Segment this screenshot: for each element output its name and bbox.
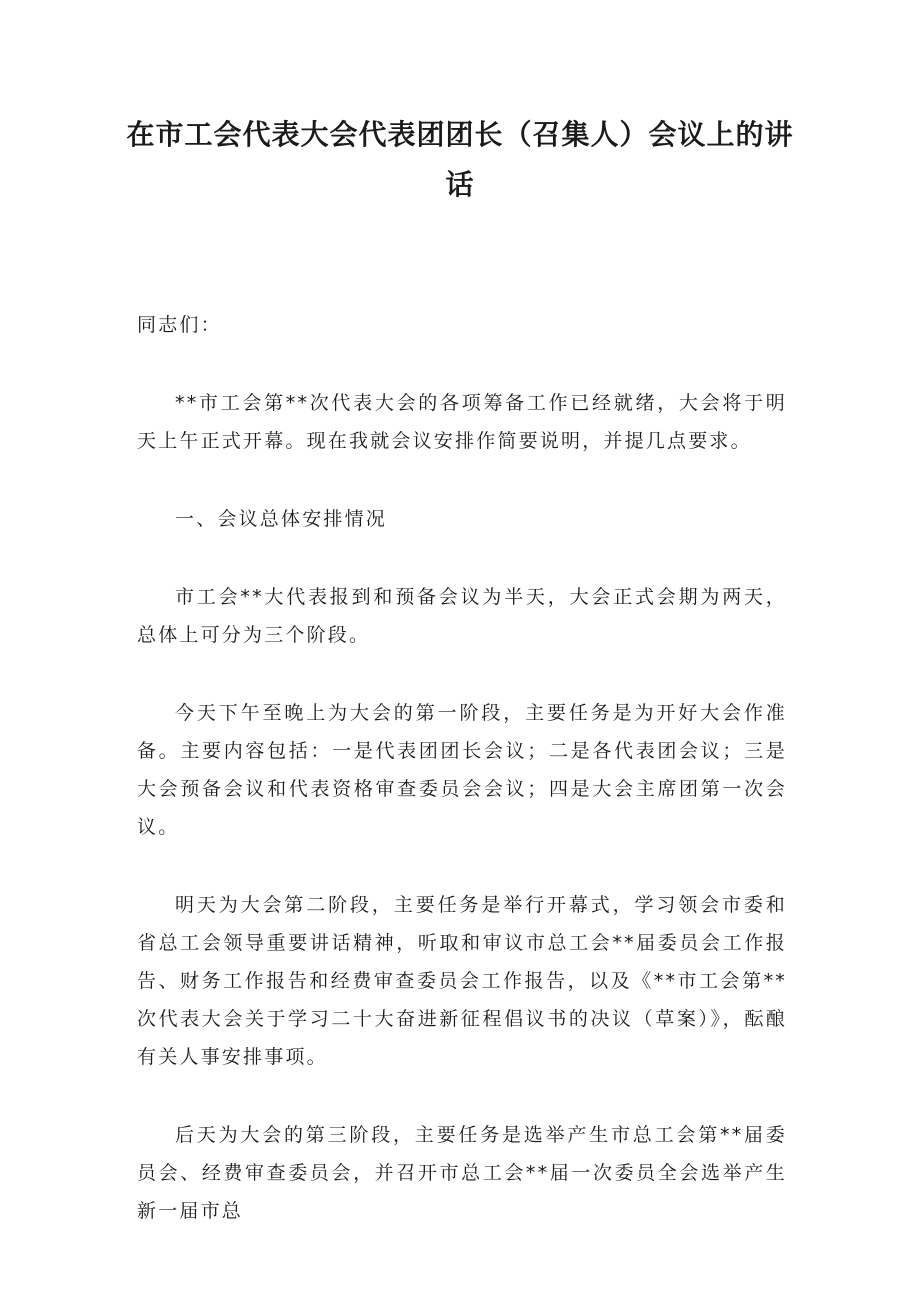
paragraph-stage-three: 后天为大会的第三阶段，主要任务是选举产生市总工会第**届委员会、经费审查委员会，并召开市总工会**届一次委员全会选举产生新一届市总 — [137, 1124, 787, 1222]
salutation: 同志们： — [137, 314, 222, 336]
paragraph-schedule-overview: 市工会**大代表报到和预备会议为半天，大会正式会期为两天，总体上可分为三个阶段。 — [137, 586, 787, 646]
paragraph-stage-one: 今天下午至晚上为大会的第一阶段，主要任务是为开好大会作准备。主要内容包括：一是代表团团长会议；二是各代表团会议；三是大会预备会议和代表资格审查委员会会议；四是大会主席团第一次会议。 — [137, 702, 787, 838]
document-title-line-1: 在市工会代表大会代表团团长（召集人）会议上的讲 — [126, 118, 794, 151]
section-heading-1: 一、会议总体安排情况 — [175, 508, 388, 530]
document-title-line-2: 话 — [445, 168, 475, 201]
paragraph-intro: **市工会第**次代表大会的各项筹备工作已经就绪，大会将于明天上午正式开幕。现在我就会议安排作简要说明，并提几点要求。 — [137, 392, 787, 452]
document-title — [120, 110, 800, 210]
paragraph-stage-two: 明天为大会第二阶段，主要任务是举行开幕式，学习领会市委和省总工会领导重要讲话精神，听取和审议市总工会**届委员会工作报告、财务工作报告和经费审查委员会工作报告，以及《**市工会第**次代表大会关于学习二十大奋进新征程倡议书的决议（草案）》，酝酿有关人事安排事项。 — [137, 894, 787, 1068]
document-body — [137, 306, 787, 1230]
